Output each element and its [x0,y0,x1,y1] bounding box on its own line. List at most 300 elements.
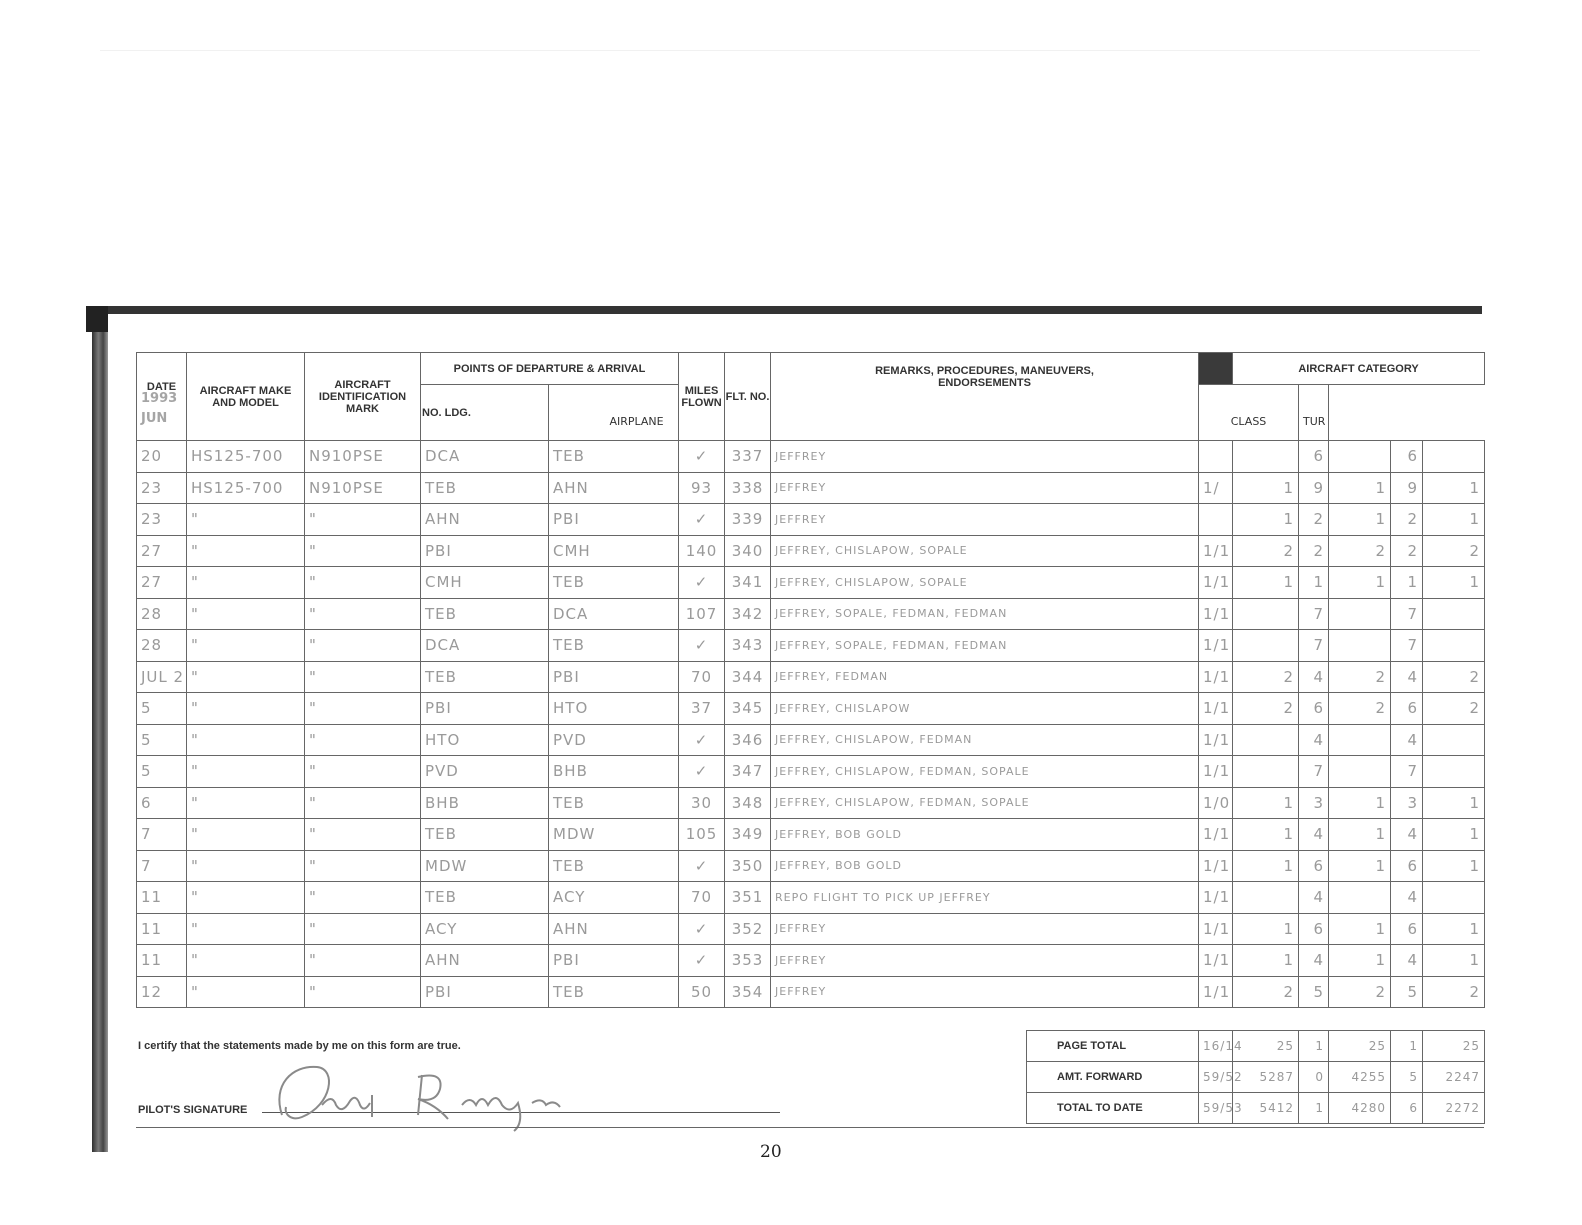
to-cell: PBI [549,504,679,536]
from-cell: PBI [421,535,549,567]
ldg-cell: 1/1 [1199,661,1233,693]
flt-cell: 346 [725,724,771,756]
from-cell: TEB [421,661,549,693]
tur-cell: 1 [1423,567,1485,599]
total-to-date-row-c3-cell: 4280 [1329,1093,1391,1124]
certification-statement: I certify that the statements made by me on this form are true. [138,1040,461,1052]
airplane-total-cell: 1 [1233,945,1299,977]
airplane-sub-cell: 4 [1299,819,1329,851]
remarks-cell: JEFFREY, CHISLAPOW, SOPALE [771,567,1199,599]
miles-cell: ✓ [679,945,725,977]
from-cell: DCA [421,630,549,662]
ldg-cell: 1/1 [1199,756,1233,788]
flt-header: FLT. NO. [725,353,771,441]
airplane-total-cell [1233,724,1299,756]
date-cell: JUL 2 [137,661,187,693]
tur-cell: 1 [1423,913,1485,945]
table-row [137,882,1485,914]
from-cell: DCA [421,441,549,473]
flt-cell: 343 [725,630,771,662]
remarks-cell: JEFFREY, CHISLAPOW, FEDMAN, SOPALE [771,787,1199,819]
airplane-total-cell: 1 [1233,850,1299,882]
tur-cell: 2 [1423,661,1485,693]
airplane-sub-cell: 6 [1299,441,1329,473]
airplane-sub-cell: 7 [1299,598,1329,630]
ldg-cell: 1/1 [1199,882,1233,914]
date-cell: 11 [137,945,187,977]
model-cell: " [187,630,305,662]
class-sub-cell: 4 [1391,661,1423,693]
miles-cell: 30 [679,787,725,819]
tur-cell: 1 [1423,850,1485,882]
table-row [137,472,1485,504]
class-sub-cell: 9 [1391,472,1423,504]
class-total-cell [1329,724,1391,756]
to-cell: MDW [549,819,679,851]
table-row [137,976,1485,1008]
class-total-cell: 1 [1329,913,1391,945]
date-cell: 23 [137,504,187,536]
pilot-signature [262,1055,592,1135]
to-cell: TEB [549,787,679,819]
ldg-cell: 1/1 [1199,567,1233,599]
flt-cell: 348 [725,787,771,819]
page-total-row-ldg-cell: 16/14 [1199,1031,1233,1062]
miles-cell: 70 [679,882,725,914]
table-row [137,535,1485,567]
miles-cell: ✓ [679,724,725,756]
logbook-binding-corner [86,306,108,332]
date-header [137,353,187,441]
page-total-row-c2-cell: 1 [1299,1031,1329,1062]
remarks-cell: JEFFREY, CHISLAPOW [771,693,1199,725]
ident-cell: " [305,598,421,630]
flt-cell: 337 [725,441,771,473]
tur-cell [1423,441,1485,473]
table-row [137,504,1485,536]
airplane-sub-cell: 4 [1299,661,1329,693]
flt-cell: 339 [725,504,771,536]
airplane-total-cell: 1 [1233,472,1299,504]
total-to-date-row [1027,1093,1485,1124]
class-total-cell: 2 [1329,535,1391,567]
model-cell: " [187,819,305,851]
miles-cell: ✓ [679,441,725,473]
ident-cell: " [305,630,421,662]
table-row [137,661,1485,693]
remarks-cell: JEFFREY [771,913,1199,945]
class-total-cell [1329,882,1391,914]
flt-cell: 349 [725,819,771,851]
miles-cell: ✓ [679,504,725,536]
from-cell: HTO [421,724,549,756]
ident-cell: N910PSE [305,441,421,473]
total-to-date-row-c4-cell: 6 [1391,1093,1423,1124]
amt-forward-row-c1-cell: 5287 [1233,1062,1299,1093]
tur-cell [1423,598,1485,630]
airplane-sub-cell: 3 [1299,787,1329,819]
class-sub-cell: 7 [1391,756,1423,788]
class-total-cell: 1 [1329,819,1391,851]
flt-cell: 338 [725,472,771,504]
flt-cell: 350 [725,850,771,882]
class-total-cell: 2 [1329,693,1391,725]
miles-cell: ✓ [679,850,725,882]
remarks-cell: REPO FLIGHT TO PICK UP JEFFREY [771,882,1199,914]
model-cell: " [187,724,305,756]
airplane-total-cell: 2 [1233,693,1299,725]
ldg-cell: 1/1 [1199,819,1233,851]
miles-header: MILES FLOWN [679,353,725,441]
class-total-cell [1329,598,1391,630]
from-cell: MDW [421,850,549,882]
remarks-cell: JEFFREY [771,976,1199,1008]
from-cell: PVD [421,756,549,788]
flight-log-body [137,441,1485,1008]
airplane-sub-cell: 6 [1299,850,1329,882]
year-label: 1993 [141,391,178,406]
model-cell: " [187,504,305,536]
date-cell: 7 [137,850,187,882]
to-cell: ACY [549,882,679,914]
to-cell: PBI [549,661,679,693]
airplane-sub-cell: 4 [1299,724,1329,756]
model-cell: " [187,976,305,1008]
remarks-cell: JEFFREY, CHISLAPOW, FEDMAN, SOPALE [771,756,1199,788]
ident-mark-header: AIRCRAFT IDENTIFICATION MARK [305,353,421,441]
miles-cell: 37 [679,693,725,725]
airplane-sub-cell: 9 [1299,472,1329,504]
ldg-cell: 1/1 [1199,598,1233,630]
flt-cell: 342 [725,598,771,630]
table-row [137,819,1485,851]
airplane-sub-cell: 2 [1299,504,1329,536]
miles-cell: 70 [679,661,725,693]
class-total-cell: 1 [1329,504,1391,536]
airplane-sub-cell: 7 [1299,630,1329,662]
class-total-cell: 2 [1329,661,1391,693]
to-cell: BHB [549,756,679,788]
airplane-total-cell [1233,630,1299,662]
ldg-cell: 1/1 [1199,850,1233,882]
airplane-sub-cell: 4 [1299,882,1329,914]
class-total-cell: 2 [1329,976,1391,1008]
class-sub-cell: 7 [1391,598,1423,630]
page-total-row-c5-cell: 25 [1423,1031,1485,1062]
table-row [137,913,1485,945]
total-to-date-row-c1-cell: 5412 [1233,1093,1299,1124]
to-cell: PVD [549,724,679,756]
total-to-date-row-c5-cell: 2272 [1423,1093,1485,1124]
from-cell: PBI [421,976,549,1008]
date-cell: 7 [137,819,187,851]
ident-cell: " [305,850,421,882]
airplane-total-cell: 2 [1233,976,1299,1008]
logbook-binding-spine [92,312,108,1152]
amt-forward-row-c3-cell: 4255 [1329,1062,1391,1093]
category-col-class: CLASS [1199,385,1299,441]
model-cell: " [187,598,305,630]
ident-cell: " [305,945,421,977]
class-total-cell: 1 [1329,567,1391,599]
model-cell: " [187,850,305,882]
table-row [137,850,1485,882]
table-row [137,787,1485,819]
ident-cell: " [305,819,421,851]
class-sub-cell: 4 [1391,819,1423,851]
from-cell: TEB [421,472,549,504]
month-label: JUN [141,411,168,426]
remarks-cell: JEFFREY [771,441,1199,473]
date-cell: 6 [137,787,187,819]
flt-cell: 340 [725,535,771,567]
table-row [137,756,1485,788]
airplane-total-cell [1233,882,1299,914]
to-cell: CMH [549,535,679,567]
ident-cell: " [305,567,421,599]
date-cell: 27 [137,535,187,567]
class-sub-cell: 7 [1391,630,1423,662]
airplane-sub-cell: 7 [1299,756,1329,788]
ldg-cell: 1/1 [1199,724,1233,756]
logbook-binding-top [86,306,1482,314]
amt-forward-row-c4-cell: 5 [1391,1062,1423,1093]
remarks-cell: JEFFREY [771,504,1199,536]
flt-cell: 354 [725,976,771,1008]
airplane-total-cell: 1 [1233,787,1299,819]
class-sub-cell: 6 [1391,441,1423,473]
date-cell: 20 [137,441,187,473]
make-model-header: AIRCRAFT MAKE AND MODEL [187,353,305,441]
ldg-cell: 1/0 [1199,787,1233,819]
class-total-cell: 1 [1329,850,1391,882]
class-total-cell [1329,441,1391,473]
class-sub-cell: 6 [1391,850,1423,882]
miles-cell: 140 [679,535,725,567]
date-cell: 12 [137,976,187,1008]
from-cell: CMH [421,567,549,599]
remarks-cell: JEFFREY, FEDMAN [771,661,1199,693]
from-cell: AHN [421,945,549,977]
date-cell: 11 [137,882,187,914]
date-cell: 27 [137,567,187,599]
airplane-total-cell [1233,756,1299,788]
tur-cell: 1 [1423,787,1485,819]
total-to-date-row-ldg-cell: 59/53 [1199,1093,1233,1124]
totals-table [1026,1030,1485,1124]
class-sub-cell: 1 [1391,567,1423,599]
airplane-total-cell: 1 [1233,567,1299,599]
total-to-date-row-c2-cell: 1 [1299,1093,1329,1124]
to-cell: TEB [549,976,679,1008]
ldg-cell: 1/1 [1199,630,1233,662]
table-row [137,945,1485,977]
ldg-cell: 1/ [1199,472,1233,504]
date-label: DATE [146,381,177,393]
class-sub-cell: 2 [1391,535,1423,567]
model-cell: " [187,535,305,567]
miles-cell: 93 [679,472,725,504]
airplane-total-cell: 1 [1233,504,1299,536]
table-row [137,724,1485,756]
airplane-total-cell: 2 [1233,661,1299,693]
page-total-row-label: PAGE TOTAL [1027,1031,1199,1062]
date-cell: 5 [137,724,187,756]
airplane-total-cell: 1 [1233,913,1299,945]
table-row [137,630,1485,662]
airplane-total-cell [1233,598,1299,630]
flt-cell: 347 [725,756,771,788]
ldg-cell [1199,504,1233,536]
from-cell: TEB [421,598,549,630]
flt-cell: 352 [725,913,771,945]
scan-artifact-line [100,50,1480,51]
airplane-total-cell: 2 [1233,535,1299,567]
pilot-signature-label: PILOT'S SIGNATURE [138,1104,248,1116]
airplane-sub-cell: 2 [1299,535,1329,567]
remarks-cell: JEFFREY, CHISLAPOW, SOPALE [771,535,1199,567]
remarks-header: REMARKS, PROCEDURES, MANEUVERS, ENDORSEMENTS [771,353,1199,441]
category-header: AIRCRAFT CATEGORY [1233,353,1485,385]
no-ldg-header: NO. LDG. [421,385,549,441]
flt-cell: 341 [725,567,771,599]
tur-cell: 2 [1423,693,1485,725]
airplane-sub-cell: 6 [1299,693,1329,725]
airplane-sub-cell: 1 [1299,567,1329,599]
remarks-cell: JEFFREY [771,472,1199,504]
class-total-cell: 1 [1329,787,1391,819]
model-cell: " [187,945,305,977]
date-cell: 5 [137,693,187,725]
to-cell: TEB [549,850,679,882]
remarks-cell: JEFFREY, BOB GOLD [771,819,1199,851]
to-cell: TEB [549,441,679,473]
remarks-cell: JEFFREY, CHISLAPOW, FEDMAN [771,724,1199,756]
model-cell: HS125-700 [187,472,305,504]
flt-cell: 351 [725,882,771,914]
ident-cell: " [305,535,421,567]
model-cell: " [187,913,305,945]
class-total-cell [1329,630,1391,662]
class-total-cell: 1 [1329,472,1391,504]
from-cell: AHN [421,504,549,536]
ident-cell: " [305,724,421,756]
tur-cell: 2 [1423,976,1485,1008]
tur-cell: 1 [1423,504,1485,536]
airplane-sub-cell: 4 [1299,945,1329,977]
flight-log-table [136,352,1485,1008]
page-total-row-c4-cell: 1 [1391,1031,1423,1062]
ident-cell: " [305,976,421,1008]
tur-cell [1423,630,1485,662]
ident-cell: " [305,693,421,725]
ident-cell: N910PSE [305,472,421,504]
miles-cell: 105 [679,819,725,851]
date-cell: 28 [137,598,187,630]
model-cell: " [187,661,305,693]
ldg-cell: 1/1 [1199,693,1233,725]
airplane-total-cell [1233,441,1299,473]
date-cell: 28 [137,630,187,662]
flt-cell: 345 [725,693,771,725]
tur-cell: 1 [1423,472,1485,504]
airplane-sub-cell: 5 [1299,976,1329,1008]
model-cell: " [187,756,305,788]
total-to-date-row-label: TOTAL TO DATE [1027,1093,1199,1124]
tur-cell: 2 [1423,535,1485,567]
ident-cell: " [305,504,421,536]
page-total-row-c1-cell: 25 [1233,1031,1299,1062]
amt-forward-row-c2-cell: 0 [1299,1062,1329,1093]
from-cell: TEB [421,882,549,914]
to-cell: TEB [549,630,679,662]
from-cell: TEB [421,819,549,851]
airplane-sub-cell: 6 [1299,913,1329,945]
date-cell: 5 [137,756,187,788]
airplane-total-cell: 1 [1233,819,1299,851]
model-cell: " [187,787,305,819]
to-cell: TEB [549,567,679,599]
tur-cell [1423,882,1485,914]
class-sub-cell: 6 [1391,693,1423,725]
miles-cell: ✓ [679,567,725,599]
miles-cell: ✓ [679,913,725,945]
table-row [137,598,1485,630]
tur-cell [1423,756,1485,788]
remarks-cell: JEFFREY, SOPALE, FEDMAN, FEDMAN [771,630,1199,662]
amt-forward-row-label: AMT. FORWARD [1027,1062,1199,1093]
amt-forward-row-c5-cell: 2247 [1423,1062,1485,1093]
ldg-cell: 1/1 [1199,913,1233,945]
from-cell: ACY [421,913,549,945]
bottom-rule [136,1127,1484,1128]
model-cell: " [187,882,305,914]
model-cell: " [187,693,305,725]
model-cell: " [187,567,305,599]
points-header: POINTS OF DEPARTURE & ARRIVAL [421,353,679,385]
miles-cell: 50 [679,976,725,1008]
miles-cell: 107 [679,598,725,630]
to-cell: PBI [549,945,679,977]
ldg-cell: 1/1 [1199,945,1233,977]
to-cell: DCA [549,598,679,630]
class-sub-cell: 6 [1391,913,1423,945]
miles-cell: ✓ [679,756,725,788]
to-cell: AHN [549,472,679,504]
class-sub-cell: 5 [1391,976,1423,1008]
category-col-airplane: AIRPLANE [549,385,725,441]
amt-forward-row [1027,1062,1485,1093]
ldg-cell [1199,441,1233,473]
page-total-row-c3-cell: 25 [1329,1031,1391,1062]
tur-cell: 1 [1423,945,1485,977]
black-tab [1199,353,1233,385]
remarks-cell: JEFFREY, BOB GOLD [771,850,1199,882]
class-sub-cell: 4 [1391,882,1423,914]
to-cell: AHN [549,913,679,945]
model-cell: HS125-700 [187,441,305,473]
tur-cell [1423,724,1485,756]
ident-cell: " [305,913,421,945]
from-cell: PBI [421,693,549,725]
class-total-cell: 1 [1329,945,1391,977]
tur-cell: 1 [1423,819,1485,851]
remarks-cell: JEFFREY, SOPALE, FEDMAN, FEDMAN [771,598,1199,630]
to-cell: HTO [549,693,679,725]
page-number: 20 [760,1142,782,1162]
date-cell: 11 [137,913,187,945]
class-sub-cell: 2 [1391,504,1423,536]
